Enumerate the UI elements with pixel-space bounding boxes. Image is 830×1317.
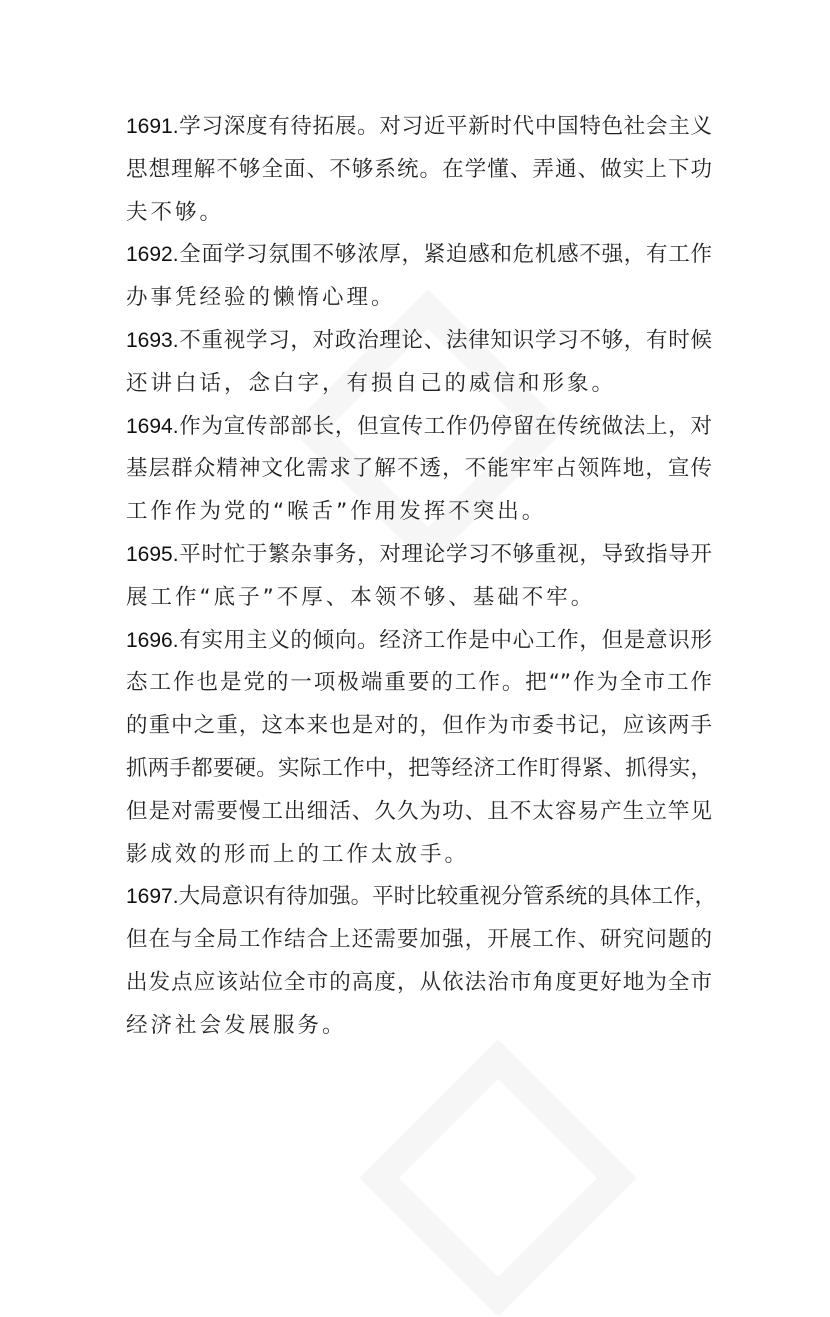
text-line xyxy=(126,791,712,834)
item-number: 1691. xyxy=(126,115,179,138)
item-text: 的重中之重，这本来也是对的，但作为市委书记，应该两手 xyxy=(126,713,712,739)
item-text: 夫不够。 xyxy=(126,199,225,225)
item-number: 1695. xyxy=(126,542,179,566)
list-item xyxy=(126,406,712,534)
list-item xyxy=(126,534,712,620)
document-body xyxy=(126,106,717,1048)
item-text: 学习深度有待拓展。对习近平新时代中国特色社会主义 xyxy=(178,114,712,139)
item-text: 但在与全局工作结合上还需要加强，开展工作、研究问题的 xyxy=(126,927,712,953)
item-number: 1696. xyxy=(126,628,179,652)
item-text: 但是对需要慢工出细活、久久为功、且不太容易产生立竿见 xyxy=(126,798,712,824)
item-text: 不重视学习，对政治理论、法律知识学习不够，有时候 xyxy=(178,327,712,353)
list-item xyxy=(126,234,712,320)
watermark xyxy=(359,1039,636,1316)
item-text: 态工作也是党的一项极端重要的工作。把“”作为全市工作 xyxy=(126,670,712,696)
text-line xyxy=(126,748,712,791)
text-line xyxy=(126,149,712,192)
list-item xyxy=(126,876,717,1047)
text-line xyxy=(126,534,712,577)
item-text: 办事凭经验的懒惰心理。 xyxy=(126,285,396,311)
item-text: 思想理解不够全面、不够系统。在学懂、弄通、做实上下功 xyxy=(126,156,712,182)
text-line xyxy=(126,406,712,449)
list-item xyxy=(126,320,712,406)
item-text: 大局意识有待加强。平时比较重视分管系统的具体工作， xyxy=(178,884,717,910)
text-line xyxy=(126,876,717,919)
text-line xyxy=(126,834,712,877)
item-text: 全面学习氛围不够浓厚，紧迫感和危机感不强，有工作 xyxy=(178,242,712,268)
item-text: 作为宣传部部长，但宣传工作仍停留在传统做法上，对 xyxy=(178,413,712,439)
item-text: 基层群众精神文化需求了解不透，不能牢牢占领阵地，宣传 xyxy=(126,456,712,482)
text-line xyxy=(126,106,712,149)
text-line xyxy=(126,1005,712,1048)
item-number: 1697. xyxy=(126,885,179,909)
text-line xyxy=(126,491,712,534)
text-line xyxy=(126,192,712,235)
text-line xyxy=(126,962,712,1005)
text-line xyxy=(126,277,712,320)
text-line xyxy=(126,705,712,748)
text-line xyxy=(126,448,712,491)
text-line xyxy=(126,363,712,406)
item-text: 展工作“底子”不厚、本领不够、基础不牢。 xyxy=(126,584,596,610)
item-number: 1694. xyxy=(126,414,179,438)
item-text: 抓两手都要硬。实际工作中，把等经济工作盯得紧、抓得实， xyxy=(126,755,712,781)
text-line xyxy=(126,662,712,705)
item-number: 1693. xyxy=(126,328,179,352)
item-text: 平时忙于繁杂事务，对理论学习不够重视，导致指导开 xyxy=(178,541,712,567)
list-item xyxy=(126,106,712,234)
item-text: 出发点应该站位全市的高度，从依法治市角度更好地为全市 xyxy=(126,969,712,995)
text-line xyxy=(126,620,712,663)
text-line xyxy=(126,577,712,620)
list-item xyxy=(126,620,712,877)
text-line xyxy=(126,234,712,277)
text-line xyxy=(126,919,712,962)
item-text: 影成效的形而上的工作太放手。 xyxy=(126,841,470,867)
text-line xyxy=(126,320,712,363)
item-number: 1692. xyxy=(126,243,179,267)
item-text: 工作作为党的“喉舌”作用发挥不突出。 xyxy=(126,499,547,525)
item-text: 还讲白话，念白字，有损自己的威信和形象。 xyxy=(126,370,617,396)
item-text: 经济社会发展服务。 xyxy=(126,1012,347,1038)
item-text: 有实用主义的倾向。经济工作是中心工作，但是意识形 xyxy=(178,627,712,653)
